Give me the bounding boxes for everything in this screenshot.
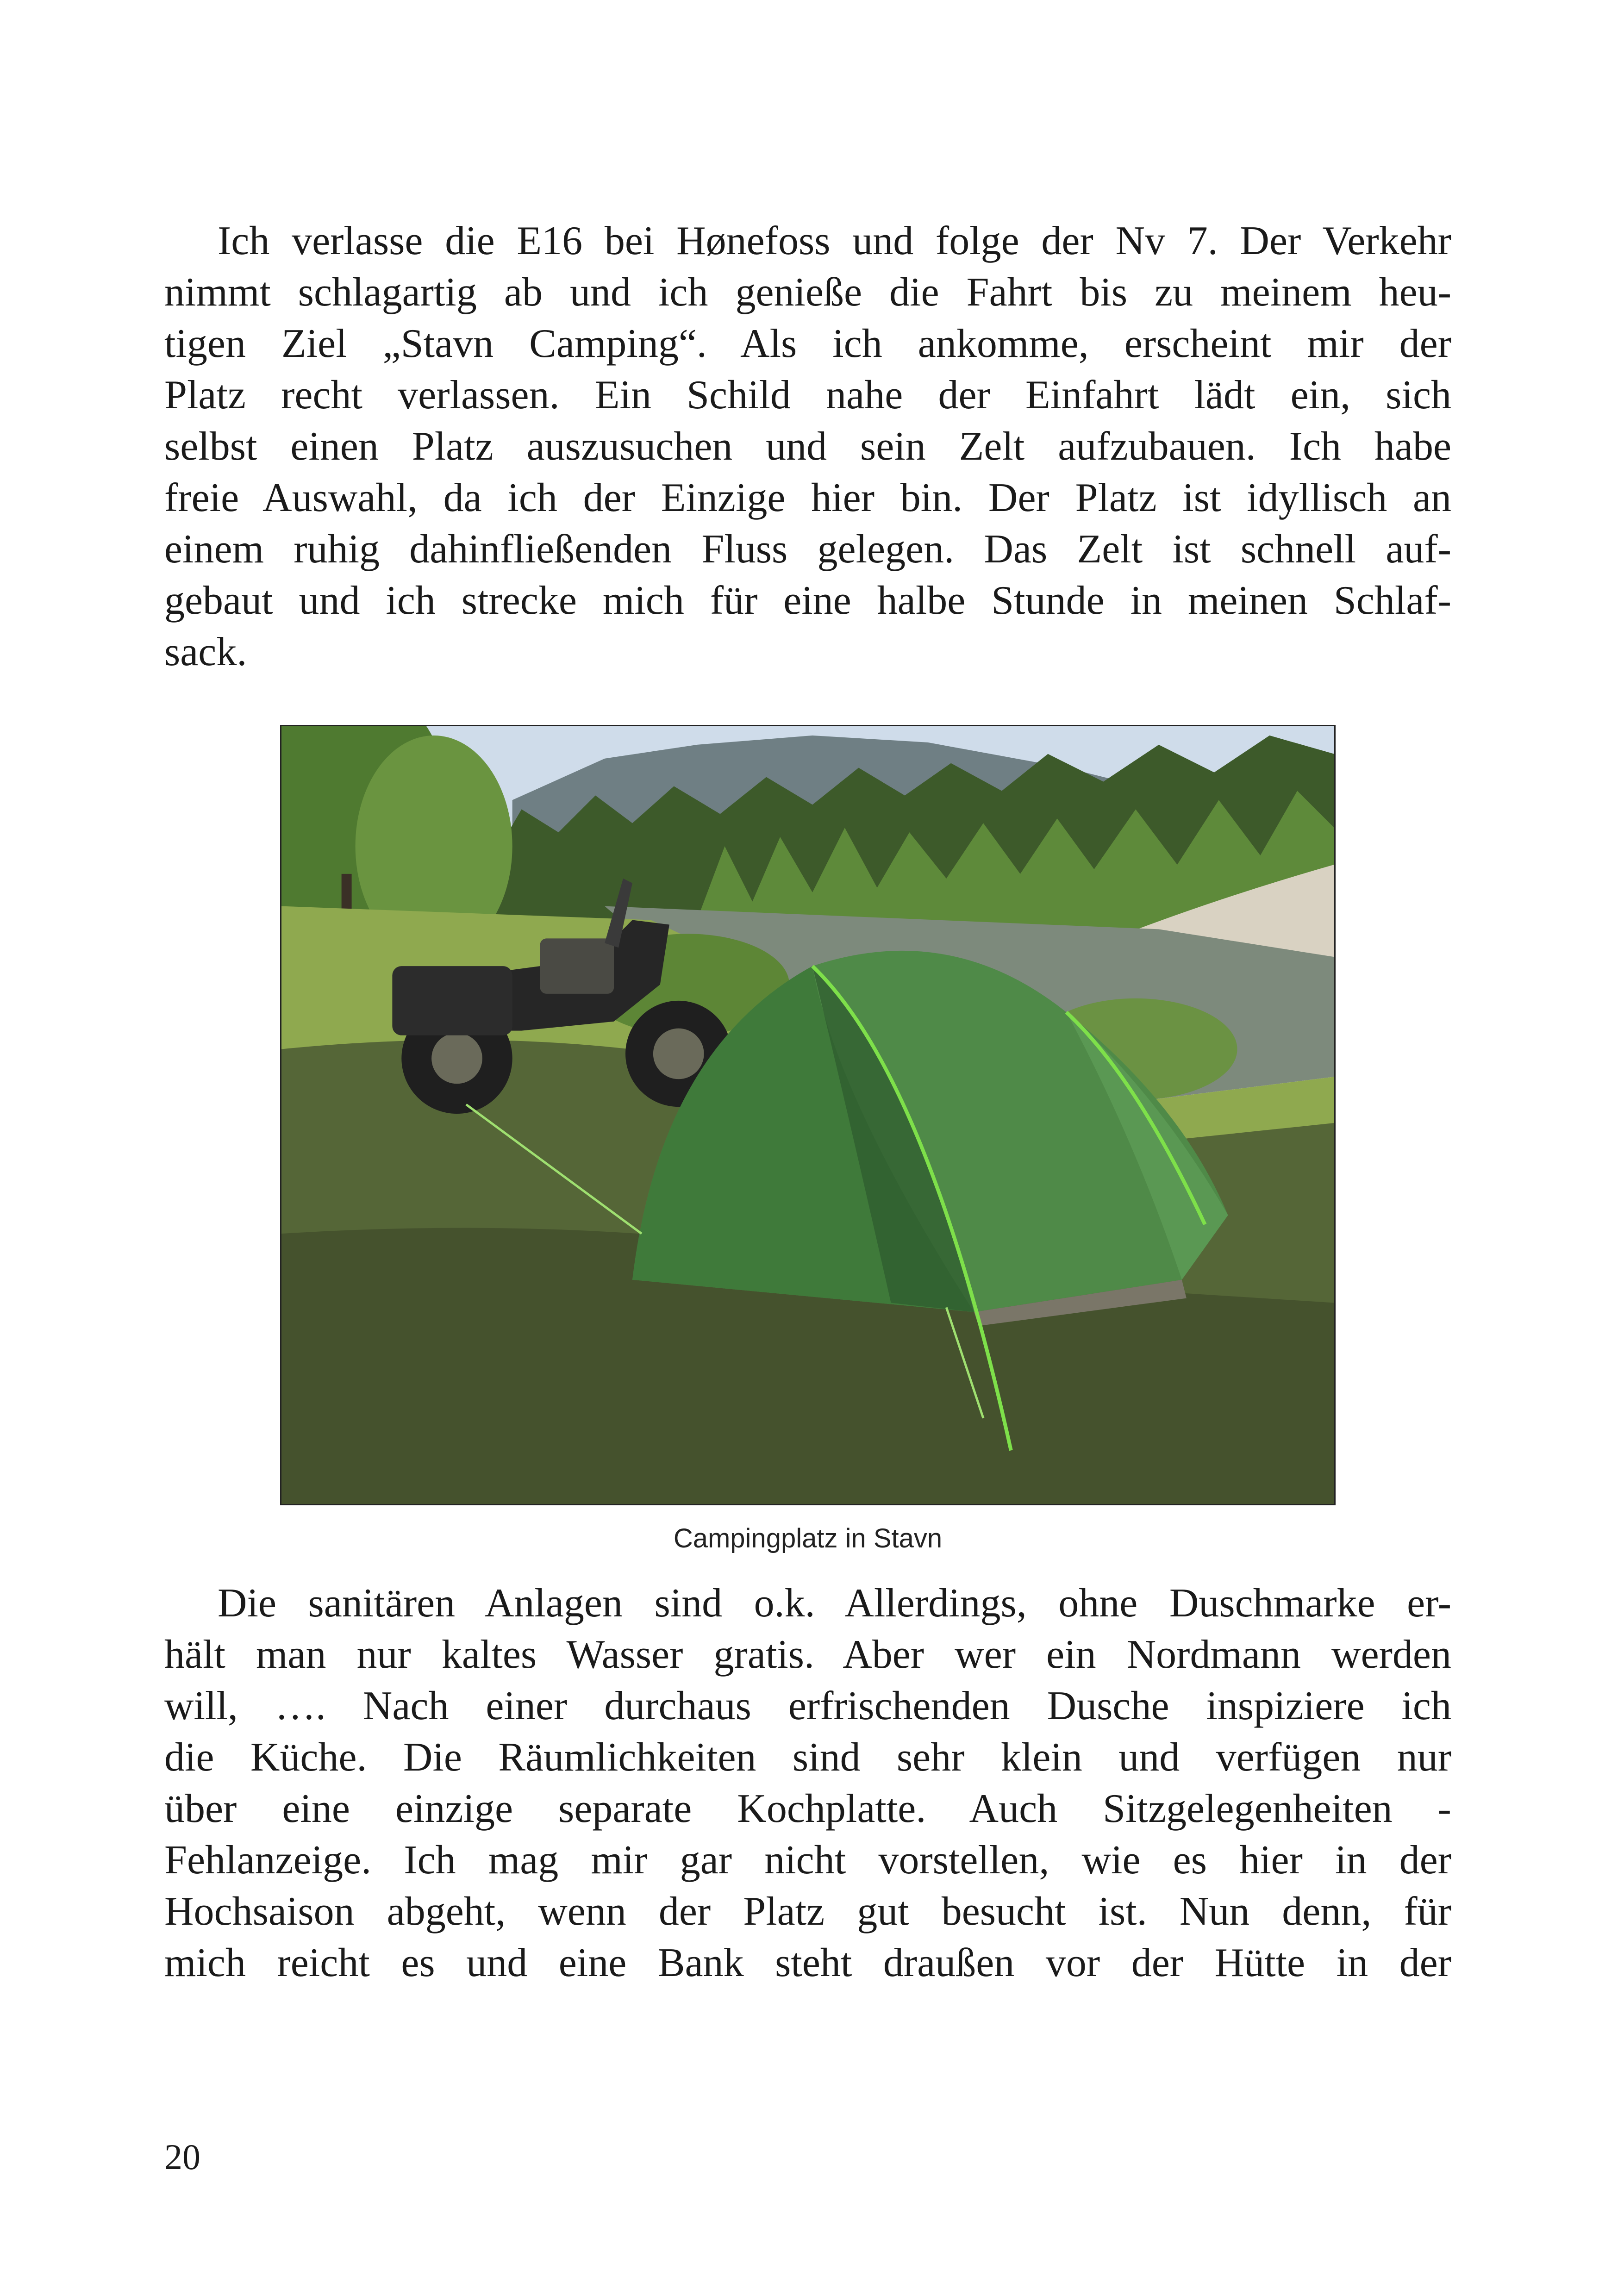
text-line: Platz recht verlassen. Ein Schild nahe der Einfahrt lädt ein, sich <box>164 373 1451 418</box>
text-line: Die sanitären Anlagen sind o.k. Allerdings, ohne Duschmarke er- <box>218 1581 1451 1626</box>
body-paragraph-1 <box>164 215 1451 678</box>
text-line: nimmt schlagartig ab und ich genieße die Fahrt bis zu meinem heu- <box>164 270 1451 315</box>
text-line: gebaut und ich strecke mich für eine halbe Stunde in meinen Schlaf- <box>164 578 1451 623</box>
text-line: tigen Ziel „Stavn Camping“. Als ich ankomme, erscheint mir der <box>164 321 1451 366</box>
body-paragraph-2 <box>164 1578 1451 1989</box>
text-line: über eine einzige separate Kochplatte. Auch Sitzgelegenheiten - <box>164 1786 1451 1831</box>
text-line: einem ruhig dahinfließenden Fluss gelegen. Das Zelt ist schnell auf- <box>164 527 1451 572</box>
text-line: hält man nur kaltes Wasser gratis. Aber wer ein Nordmann werden <box>164 1632 1451 1677</box>
text-line: Ich verlasse die E16 bei Hønefoss und folge der Nv 7. Der Verkehr <box>218 218 1451 263</box>
photo-caption: Campingplatz in Stavn <box>673 1523 943 1553</box>
text-line: will, …. Nach einer durchaus erfrischenden Dusche inspiziere ich <box>164 1684 1451 1728</box>
text-line: Hochsaison abgeht, wenn der Platz gut besucht ist. Nun denn, für <box>164 1889 1451 1934</box>
text-line: freie Auswahl, da ich der Einzige hier bin. Der Platz ist idyllisch an <box>164 475 1451 520</box>
camping-photo <box>280 725 1336 1505</box>
page-number: 20 <box>164 2137 200 2177</box>
text-line: Fehlanzeige. Ich mag mir gar nicht vorstellen, wie es hier in der <box>164 1838 1451 1883</box>
text-line: sack. <box>164 630 247 674</box>
text-line: die Küche. Die Räumlichkeiten sind sehr klein und verfügen nur <box>164 1735 1451 1780</box>
text-line: mich reicht es und eine Bank steht draußen vor der Hütte in der <box>164 1940 1451 1985</box>
text-line: selbst einen Platz auszusuchen und sein Zelt aufzubauen. Ich habe <box>164 424 1451 469</box>
camping-photo-illustration <box>281 726 1334 1504</box>
